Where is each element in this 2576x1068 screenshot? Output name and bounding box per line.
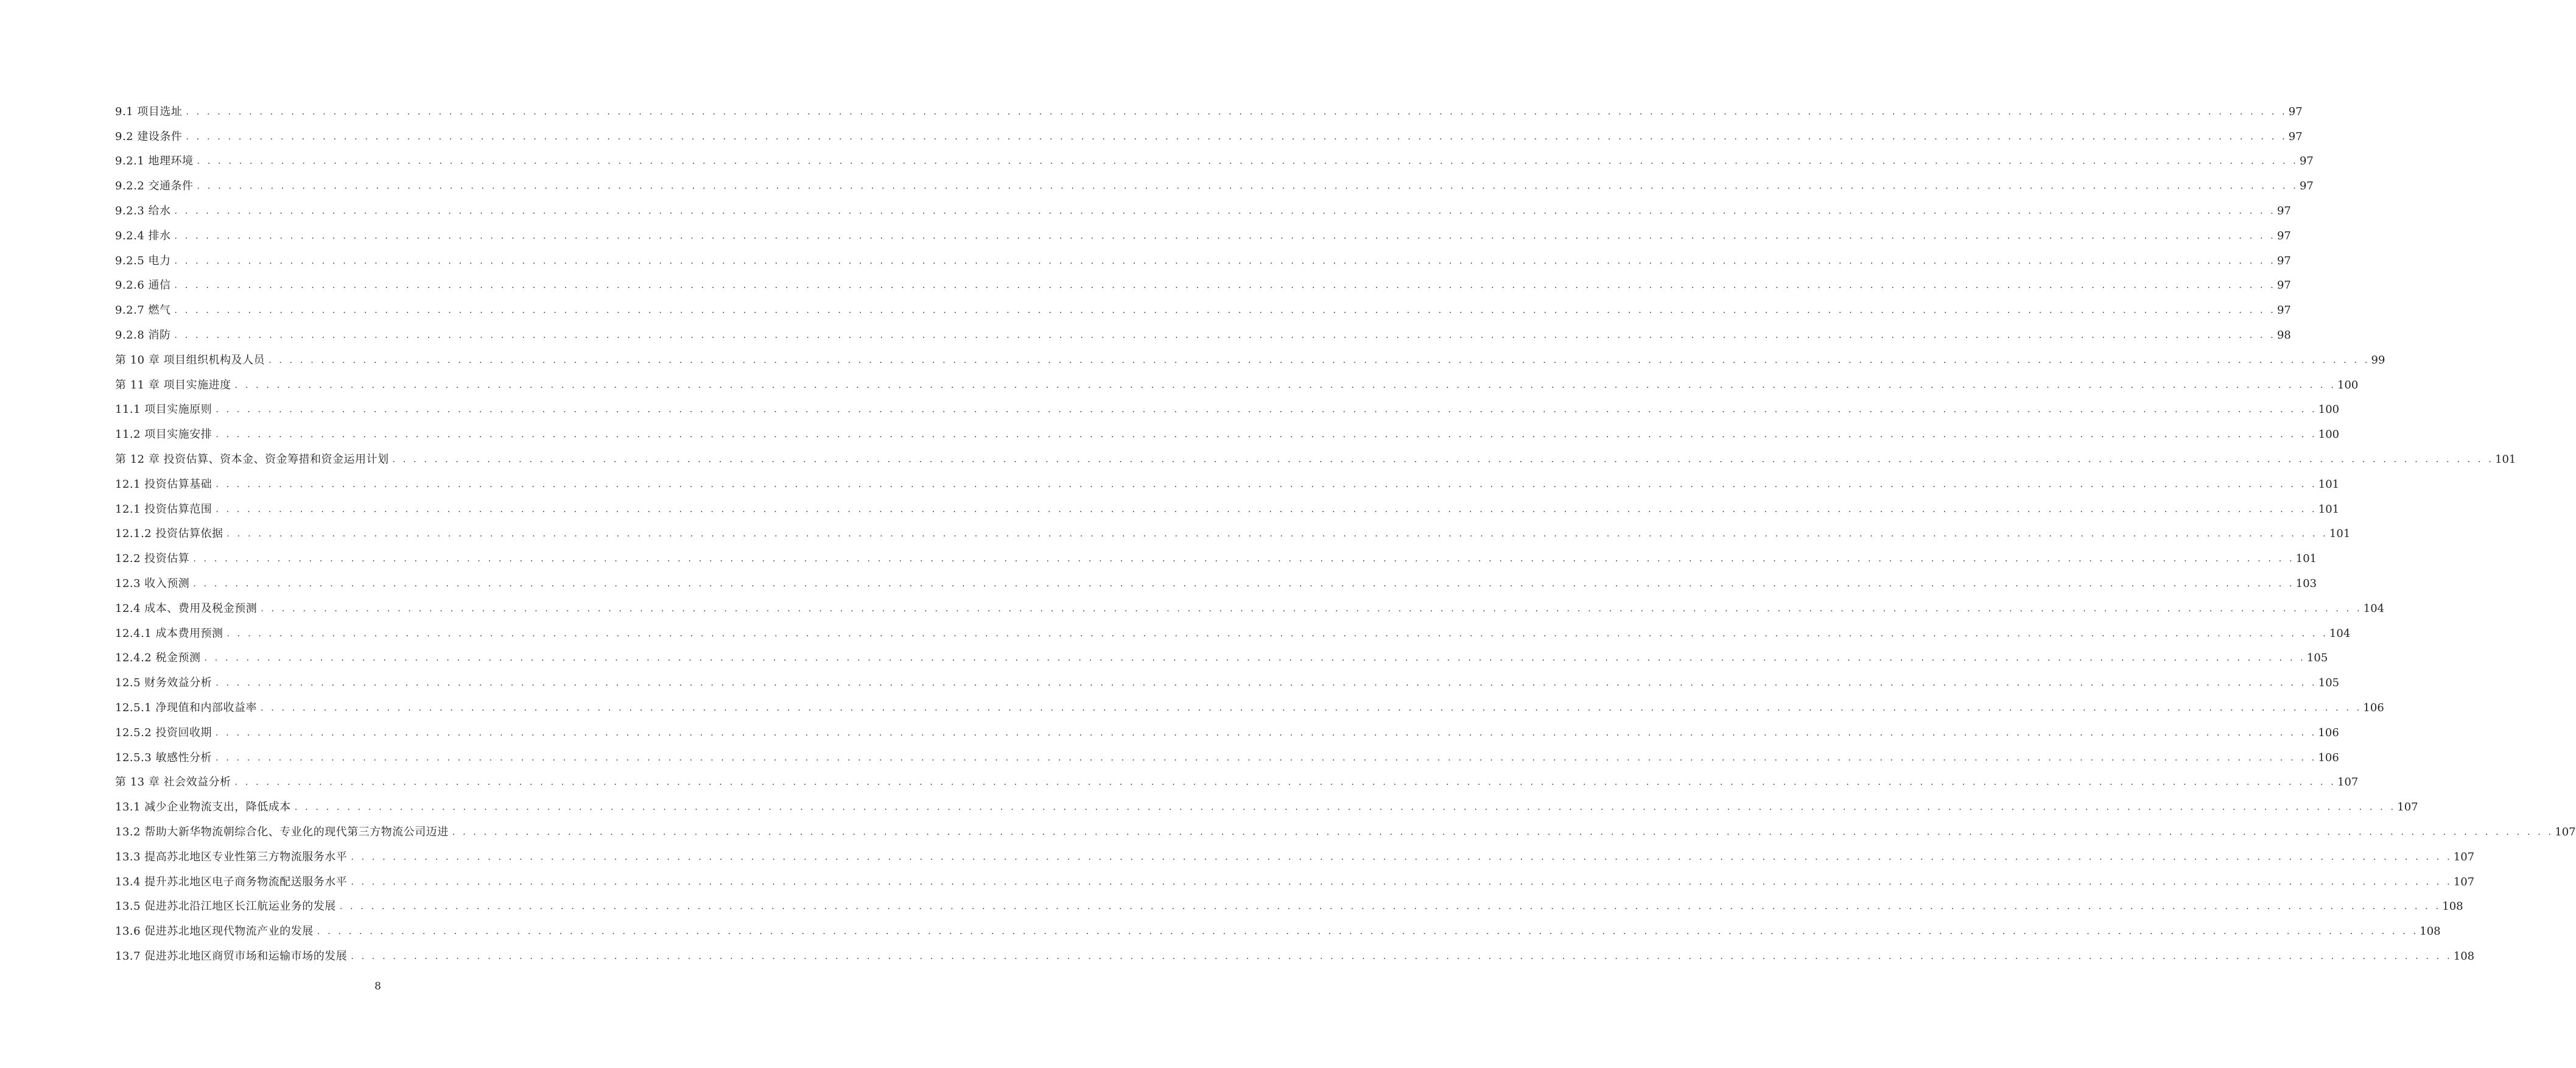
toc-dot-leader: . . . . . . . . . . . . . . . . . . . . . . . . . . . . . . . . . . . . . . . . . . . . . . . . . . . . . . . . . . . . . . . . . . . . . . . . . . . . . . . . . . . . . . . . . . . . . . . . . . . . . . . . . . . . . . . . . . . . . . . . . . . . . . . . . . . . . . . . . . . . . . . . . . . . . . . . . . . . . . . . . . . . . . . . . . . . . . . . . . . . . . . . . . . . . . . . . . . . . . . . bbox=[174, 231, 2276, 241]
toc-entry-title: 13.1 减少企业物流支出，降低成本 bbox=[115, 801, 291, 814]
toc-dot-leader: . . . . . . . . . . . . . . . . . . . . . . . . . . . . . . . . . . . . . . . . . . . . . . . . . . . . . . . . . . . . . . . . . . . . . . . . . . . . . . . . . . . . . . . . . . . . . . . . . . . . . . . . . . . . . . . . . . . . . . . . . . . . . . . . . . . . . . . . . . . . . . . . . . . . . . . . . . . . . . . . . . . . . . . . . . . . . . . . . . . . . . . . . . . . . . . . . . . . . . . . bbox=[317, 927, 2419, 937]
toc-entry-page: 107 bbox=[2337, 776, 2359, 789]
toc-entry-page: 98 bbox=[2276, 328, 2291, 342]
toc-entry[interactable] bbox=[115, 193, 2291, 218]
toc-dot-leader: . . . . . . . . . . . . . . . . . . . . . . . . . . . . . . . . . . . . . . . . . . . . . . . . . . . . . . . . . . . . . . . . . . . . . . . . . . . . . . . . . . . . . . . . . . . . . . . . . . . . . . . . . . . . . . . . . . . . . . . . . . . . . . . . . . . . . . . . . . . . . . . . . . . . . . . . . . . . . . . . . . . . . . . . . . . . . . . . . . . . . . . . . . . . . . . . . . . . . . . . bbox=[260, 703, 2362, 713]
toc-entry-title: 12.2 投资估算 bbox=[115, 552, 190, 566]
toc-dot-leader: . . . . . . . . . . . . . . . . . . . . . . . . . . . . . . . . . . . . . . . . . . . . . . . . . . . . . . . . . . . . . . . . . . . . . . . . . . . . . . . . . . . . . . . . . . . . . . . . . . . . . . . . . . . . . . . . . . . . . . . . . . . . . . . . . . . . . . . . . . . . . . . . . . . . . . . . . . . . . . . . . . . . . . . . . . . . . . . . . . . . . . . . . . . . . . . . . . . . . . . . bbox=[215, 728, 2317, 738]
toc-entry[interactable] bbox=[115, 789, 2418, 814]
toc-entry-page: 100 bbox=[2337, 378, 2359, 392]
toc-entry-title: 13.7 促进苏北地区商贸市场和运输市场的发展 bbox=[115, 949, 348, 963]
toc-entry[interactable] bbox=[115, 740, 2339, 765]
toc-entry-title: 9.2.2 交通条件 bbox=[115, 180, 194, 193]
toc-dot-leader: . . . . . . . . . . . . . . . . . . . . . . . . . . . . . . . . . . . . . . . . . . . . . . . . . . . . . . . . . . . . . . . . . . . . . . . . . . . . . . . . . . . . . . . . . . . . . . . . . . . . . . . . . . . . . . . . . . . . . . . . . . . . . . . . . . . . . . . . . . . . . . . . . . . . . . . . . . . . . . . . . . . . . . . . . . . . . . . . . . . . . . . . . . . . . . . . . . . . . . . . bbox=[294, 803, 2396, 813]
toc-entry[interactable] bbox=[115, 814, 2576, 839]
toc-entry-title: 第 10 章 项目组织机构及人员 bbox=[115, 353, 265, 367]
toc-entry-page: 101 bbox=[2495, 452, 2516, 466]
toc-entry-page: 101 bbox=[2318, 502, 2340, 516]
toc-dot-leader: . . . . . . . . . . . . . . . . . . . . . . . . . . . . . . . . . . . . . . . . . . . . . . . . . . . . . . . . . . . . . . . . . . . . . . . . . . . . . . . . . . . . . . . . . . . . . . . . . . . . . . . . . . . . . . . . . . . . . . . . . . . . . . . . . . . . . . . . . . . . . . . . . . . . . . . . . . . . . . . . . . . . . . . . . . . . . . . . . . . . . . . . . . . . . . . . . . . . . . . . bbox=[234, 380, 2337, 390]
toc-entry-title: 第 13 章 社会效益分析 bbox=[115, 776, 231, 789]
toc-dot-leader: . . . . . . . . . . . . . . . . . . . . . . . . . . . . . . . . . . . . . . . . . . . . . . . . . . . . . . . . . . . . . . . . . . . . . . . . . . . . . . . . . . . . . . . . . . . . . . . . . . . . . . . . . . . . . . . . . . . . . . . . . . . . . . . . . . . . . . . . . . . . . . . . . . . . . . . . . . . . . . . . . . . . . . . . . . . . . . . . . . . . . . . . . . . . . . . . . . . . . . . . bbox=[216, 430, 2317, 440]
toc-dot-leader: . . . . . . . . . . . . . . . . . . . . . . . . . . . . . . . . . . . . . . . . . . . . . . . . . . . . . . . . . . . . . . . . . . . . . . . . . . . . . . . . . . . . . . . . . . . . . . . . . . . . . . . . . . . . . . . . . . . . . . . . . . . . . . . . . . . . . . . . . . . . . . . . . . . . . . . . . . . . . . . . . . . . . . . . . . . . . . . . . . . . . . . . . . . . . . . . . . . . . . . . bbox=[261, 603, 2362, 614]
toc-entry[interactable] bbox=[115, 416, 2340, 441]
toc-entry-page: 104 bbox=[2329, 627, 2351, 640]
toc-entry[interactable] bbox=[115, 641, 2328, 666]
toc-entry[interactable] bbox=[115, 168, 2314, 193]
toc-entry[interactable] bbox=[115, 541, 2317, 566]
toc-dot-leader: . . . . . . . . . . . . . . . . . . . . . . . . . . . . . . . . . . . . . . . . . . . . . . . . . . . . . . . . . . . . . . . . . . . . . . . . . . . . . . . . . . . . . . . . . . . . . . . . . . . . . . . . . . . . . . . . . . . . . . . . . . . . . . . . . . . . . . . . . . . . . . . . . . . . . . . . . . . . . . . . . . . . . . . . . . . . . . . . . . . . . . . . . . . . . . . . . . . . . . . . bbox=[193, 578, 2295, 589]
toc-entry[interactable] bbox=[115, 566, 2317, 591]
toc-dot-leader: . . . . . . . . . . . . . . . . . . . . . . . . . . . . . . . . . . . . . . . . . . . . . . . . . . . . . . . . . . . . . . . . . . . . . . . . . . . . . . . . . . . . . . . . . . . . . . . . . . . . . . . . . . . . . . . . . . . . . . . . . . . . . . . . . . . . . . . . . . . . . . . . . . . . . . . . . . . . . . . . . . . . . . . . . . . . . . . . . . . . . . . . . . . . . . . . . . . . . . . . bbox=[452, 827, 2554, 837]
toc-dot-leader: . . . . . . . . . . . . . . . . . . . . . . . . . . . . . . . . . . . . . . . . . . . . . . . . . . . . . . . . . . . . . . . . . . . . . . . . . . . . . . . . . . . . . . . . . . . . . . . . . . . . . . . . . . . . . . . . . . . . . . . . . . . . . . . . . . . . . . . . . . . . . . . . . . . . . . . . . . . . . . . . . . . . . . . . . . . . . . . . . . . . . . . . . . . . . . . . . . . . . . . . bbox=[351, 951, 2452, 961]
toc-entry-title: 12.4 成本、费用及税金预测 bbox=[115, 602, 258, 615]
toc-entry[interactable] bbox=[115, 218, 2291, 243]
toc-entry-title: 12.5.1 净现值和内部收益率 bbox=[115, 701, 257, 714]
toc-entry-page: 103 bbox=[2295, 577, 2317, 590]
toc-entry[interactable] bbox=[115, 243, 2291, 268]
toc-entry-page: 97 bbox=[2276, 229, 2291, 242]
toc-entry-title: 9.2.3 给水 bbox=[115, 204, 171, 217]
toc-entry[interactable] bbox=[115, 94, 2303, 119]
toc-entry-title: 13.5 促进苏北沿江地区长江航运业务的发展 bbox=[115, 900, 336, 913]
toc-entry-page: 97 bbox=[2276, 254, 2291, 267]
toc-entry-title: 13.6 促进苏北地区现代物流产业的发展 bbox=[115, 925, 314, 938]
toc-dot-leader: . . . . . . . . . . . . . . . . . . . . . . . . . . . . . . . . . . . . . . . . . . . . . . . . . . . . . . . . . . . . . . . . . . . . . . . . . . . . . . . . . . . . . . . . . . . . . . . . . . . . . . . . . . . . . . . . . . . . . . . . . . . . . . . . . . . . . . . . . . . . . . . . . . . . . . . . . . . . . . . . . . . . . . . . . . . . . . . . . . . . . . . . . . . . . . . . . . . . . . . . bbox=[197, 156, 2298, 167]
toc-entry-title: 9.2.4 排水 bbox=[115, 229, 171, 242]
toc-entry[interactable] bbox=[115, 144, 2314, 169]
toc-dot-leader: . . . . . . . . . . . . . . . . . . . . . . . . . . . . . . . . . . . . . . . . . . . . . . . . . . . . . . . . . . . . . . . . . . . . . . . . . . . . . . . . . . . . . . . . . . . . . . . . . . . . . . . . . . . . . . . . . . . . . . . . . . . . . . . . . . . . . . . . . . . . . . . . . . . . . . . . . . . . . . . . . . . . . . . . . . . . . . . . . . . . . . . . . . . . . . . . . . . . . . . . bbox=[216, 479, 2317, 490]
toc-entry[interactable] bbox=[115, 690, 2384, 715]
toc-entry-title: 9.2 建设条件 bbox=[115, 130, 183, 143]
toc-entry-title: 9.2.6 通信 bbox=[115, 279, 171, 292]
toc-dot-leader: . . . . . . . . . . . . . . . . . . . . . . . . . . . . . . . . . . . . . . . . . . . . . . . . . . . . . . . . . . . . . . . . . . . . . . . . . . . . . . . . . . . . . . . . . . . . . . . . . . . . . . . . . . . . . . . . . . . . . . . . . . . . . . . . . . . . . . . . . . . . . . . . . . . . . . . . . . . . . . . . . . . . . . . . . . . . . . . . . . . . . . . . . . . . . . . . . . . . . . . . bbox=[216, 405, 2317, 415]
toc-entry-page: 106 bbox=[2318, 726, 2339, 739]
toc-entry-title: 第 11 章 项目实施进度 bbox=[115, 378, 231, 392]
toc-entry[interactable] bbox=[115, 938, 2475, 963]
toc-dot-leader: . . . . . . . . . . . . . . . . . . . . . . . . . . . . . . . . . . . . . . . . . . . . . . . . . . . . . . . . . . . . . . . . . . . . . . . . . . . . . . . . . . . . . . . . . . . . . . . . . . . . . . . . . . . . . . . . . . . . . . . . . . . . . . . . . . . . . . . . . . . . . . . . . . . . . . . . . . . . . . . . . . . . . . . . . . . . . . . . . . . . . . . . . . . . . . . . . . . . . . . . bbox=[268, 355, 2370, 365]
toc-dot-leader: . . . . . . . . . . . . . . . . . . . . . . . . . . . . . . . . . . . . . . . . . . . . . . . . . . . . . . . . . . . . . . . . . . . . . . . . . . . . . . . . . . . . . . . . . . . . . . . . . . . . . . . . . . . . . . . . . . . . . . . . . . . . . . . . . . . . . . . . . . . . . . . . . . . . . . . . . . . . . . . . . . . . . . . . . . . . . . . . . . . . . . . . . . . . . . . . . . . . . . . . bbox=[174, 281, 2276, 291]
toc-entry[interactable] bbox=[115, 268, 2291, 293]
toc-entry-page: 97 bbox=[2276, 279, 2291, 292]
toc-dot-leader: . . . . . . . . . . . . . . . . . . . . . . . . . . . . . . . . . . . . . . . . . . . . . . . . . . . . . . . . . . . . . . . . . . . . . . . . . . . . . . . . . . . . . . . . . . . . . . . . . . . . . . . . . . . . . . . . . . . . . . . . . . . . . . . . . . . . . . . . . . . . . . . . . . . . . . . . . . . . . . . . . . . . . . . . . . . . . . . . . . . . . . . . . . . . . . . . . . . . . . . . bbox=[197, 181, 2298, 192]
toc-entry-title: 12.4.1 成本费用预测 bbox=[115, 627, 223, 640]
toc-entry-page: 104 bbox=[2363, 602, 2385, 615]
toc-entry-title: 11.1 项目实施原则 bbox=[115, 403, 212, 416]
toc-entry[interactable] bbox=[115, 119, 2303, 144]
toc-entry-page: 101 bbox=[2295, 552, 2317, 566]
toc-entry[interactable] bbox=[115, 342, 2385, 367]
toc-entry-title: 13.3 提高苏北地区专业性第三方物流服务水平 bbox=[115, 850, 348, 863]
toc-entry-page: 107 bbox=[2555, 825, 2576, 838]
toc-dot-leader: . . . . . . . . . . . . . . . . . . . . . . . . . . . . . . . . . . . . . . . . . . . . . . . . . . . . . . . . . . . . . . . . . . . . . . . . . . . . . . . . . . . . . . . . . . . . . . . . . . . . . . . . . . . . . . . . . . . . . . . . . . . . . . . . . . . . . . . . . . . . . . . . . . . . . . . . . . . . . . . . . . . . . . . . . . . . . . . . . . . . . . . . . . . . . . . . . . . . . . . . bbox=[226, 529, 2328, 539]
toc-entry[interactable] bbox=[115, 317, 2291, 342]
toc-entry-title: 9.1 项目选址 bbox=[115, 105, 183, 118]
toc-entry-title: 12.4.2 税金预测 bbox=[115, 652, 201, 665]
toc-entry-page: 105 bbox=[2306, 652, 2328, 665]
toc-entry-title: 9.2.7 燃气 bbox=[115, 304, 171, 317]
page-number: 8 bbox=[374, 980, 381, 992]
toc-entry-page: 100 bbox=[2318, 403, 2340, 416]
toc-entry-page: 105 bbox=[2318, 676, 2340, 690]
toc-entry-page: 106 bbox=[2363, 701, 2384, 714]
toc-entry-page: 97 bbox=[2276, 204, 2291, 217]
toc-entry[interactable] bbox=[115, 466, 2340, 491]
toc-entry-page: 97 bbox=[2288, 105, 2303, 118]
toc-dot-leader: . . . . . . . . . . . . . . . . . . . . . . . . . . . . . . . . . . . . . . . . . . . . . . . . . . . . . . . . . . . . . . . . . . . . . . . . . . . . . . . . . . . . . . . . . . . . . . . . . . . . . . . . . . . . . . . . . . . . . . . . . . . . . . . . . . . . . . . . . . . . . . . . . . . . . . . . . . . . . . . . . . . . . . . . . . . . . . . . . . . . . . . . . . . . . . . . . . . . . . . . bbox=[351, 877, 2452, 887]
toc-entry-title: 9.2.5 电力 bbox=[115, 254, 171, 267]
toc-entry[interactable] bbox=[115, 516, 2351, 541]
toc-entry[interactable] bbox=[115, 616, 2351, 641]
toc-dot-leader: . . . . . . . . . . . . . . . . . . . . . . . . . . . . . . . . . . . . . . . . . . . . . . . . . . . . . . . . . . . . . . . . . . . . . . . . . . . . . . . . . . . . . . . . . . . . . . . . . . . . . . . . . . . . . . . . . . . . . . . . . . . . . . . . . . . . . . . . . . . . . . . . . . . . . . . . . . . . . . . . . . . . . . . . . . . . . . . . . . . . . . . . . . . . . . . . . . . . . . . . bbox=[174, 256, 2276, 266]
toc-entry-title: 第 12 章 投资估算、资本金、资金筹措和资金运用计划 bbox=[115, 452, 389, 466]
toc-entry[interactable] bbox=[115, 665, 2340, 690]
toc-dot-leader: . . . . . . . . . . . . . . . . . . . . . . . . . . . . . . . . . . . . . . . . . . . . . . . . . . . . . . . . . . . . . . . . . . . . . . . . . . . . . . . . . . . . . . . . . . . . . . . . . . . . . . . . . . . . . . . . . . . . . . . . . . . . . . . . . . . . . . . . . . . . . . . . . . . . . . . . . . . . . . . . . . . . . . . . . . . . . . . . . . . . . . . . . . . . . . . . . . . . . . . . bbox=[216, 678, 2317, 689]
toc-entry[interactable] bbox=[115, 491, 2340, 516]
toc-entry-page: 108 bbox=[2442, 900, 2463, 913]
toc-entry[interactable] bbox=[115, 765, 2359, 790]
toc-dot-leader: . . . . . . . . . . . . . . . . . . . . . . . . . . . . . . . . . . . . . . . . . . . . . . . . . . . . . . . . . . . . . . . . . . . . . . . . . . . . . . . . . . . . . . . . . . . . . . . . . . . . . . . . . . . . . . . . . . . . . . . . . . . . . . . . . . . . . . . . . . . . . . . . . . . . . . . . . . . . . . . . . . . . . . . . . . . . . . . . . . . . . . . . . . . . . . . . . . . . . . . . bbox=[234, 778, 2337, 788]
toc-dot-leader: . . . . . . . . . . . . . . . . . . . . . . . . . . . . . . . . . . . . . . . . . . . . . . . . . . . . . . . . . . . . . . . . . . . . . . . . . . . . . . . . . . . . . . . . . . . . . . . . . . . . . . . . . . . . . . . . . . . . . . . . . . . . . . . . . . . . . . . . . . . . . . . . . . . . . . . . . . . . . . . . . . . . . . . . . . . . . . . . . . . . . . . . . . . . . . . . . . . . . . . . bbox=[216, 504, 2317, 515]
toc-dot-leader: . . . . . . . . . . . . . . . . . . . . . . . . . . . . . . . . . . . . . . . . . . . . . . . . . . . . . . . . . . . . . . . . . . . . . . . . . . . . . . . . . . . . . . . . . . . . . . . . . . . . . . . . . . . . . . . . . . . . . . . . . . . . . . . . . . . . . . . . . . . . . . . . . . . . . . . . . . . . . . . . . . . . . . . . . . . . . . . . . . . . . . . . . . . . . . . . . . . . . . . . bbox=[392, 454, 2494, 465]
toc-entry[interactable] bbox=[115, 839, 2475, 864]
toc-entry[interactable] bbox=[115, 913, 2441, 938]
toc-entry-title: 12.5.2 投资回收期 bbox=[115, 726, 212, 739]
toc-entry-page: 108 bbox=[2453, 949, 2475, 963]
toc-dot-leader: . . . . . . . . . . . . . . . . . . . . . . . . . . . . . . . . . . . . . . . . . . . . . . . . . . . . . . . . . . . . . . . . . . . . . . . . . . . . . . . . . . . . . . . . . . . . . . . . . . . . . . . . . . . . . . . . . . . . . . . . . . . . . . . . . . . . . . . . . . . . . . . . . . . . . . . . . . . . . . . . . . . . . . . . . . . . . . . . . . . . . . . . . . . . . . . . . . . . . . . . bbox=[351, 852, 2452, 862]
toc-entry[interactable] bbox=[115, 441, 2516, 466]
toc-entry-page: 97 bbox=[2299, 180, 2314, 193]
toc-entry-page: 101 bbox=[2318, 477, 2340, 491]
toc-entry-page: 100 bbox=[2318, 428, 2340, 441]
toc-entry-page: 107 bbox=[2453, 875, 2475, 888]
toc-entry-page: 107 bbox=[2453, 850, 2475, 863]
toc-entry-page: 108 bbox=[2420, 925, 2441, 938]
toc-entry-page: 101 bbox=[2329, 527, 2351, 541]
toc-entry[interactable] bbox=[115, 715, 2339, 740]
toc-entry-title: 12.5 财务效益分析 bbox=[115, 676, 212, 690]
toc-dot-leader: . . . . . . . . . . . . . . . . . . . . . . . . . . . . . . . . . . . . . . . . . . . . . . . . . . . . . . . . . . . . . . . . . . . . . . . . . . . . . . . . . . . . . . . . . . . . . . . . . . . . . . . . . . . . . . . . . . . . . . . . . . . . . . . . . . . . . . . . . . . . . . . . . . . . . . . . . . . . . . . . . . . . . . . . . . . . . . . . . . . . . . . . . . . . . . . . . . . . . . . . bbox=[226, 628, 2328, 639]
toc-entry-title: 13.4 提升苏北地区电子商务物流配送服务水平 bbox=[115, 875, 348, 888]
toc-entry-title: 13.2 帮助大新华物流朝综合化、专业化的现代第三方物流公司迈进 bbox=[115, 825, 449, 838]
toc-entry-title: 12.3 收入预测 bbox=[115, 577, 190, 590]
toc-dot-leader: . . . . . . . . . . . . . . . . . . . . . . . . . . . . . . . . . . . . . . . . . . . . . . . . . . . . . . . . . . . . . . . . . . . . . . . . . . . . . . . . . . . . . . . . . . . . . . . . . . . . . . . . . . . . . . . . . . . . . . . . . . . . . . . . . . . . . . . . . . . . . . . . . . . . . . . . . . . . . . . . . . . . . . . . . . . . . . . . . . . . . . . . . . . . . . . . . . . . . . . . bbox=[186, 132, 2287, 142]
toc-entry-title: 9.2.1 地理环境 bbox=[115, 155, 194, 168]
toc-dot-leader: . . . . . . . . . . . . . . . . . . . . . . . . . . . . . . . . . . . . . . . . . . . . . . . . . . . . . . . . . . . . . . . . . . . . . . . . . . . . . . . . . . . . . . . . . . . . . . . . . . . . . . . . . . . . . . . . . . . . . . . . . . . . . . . . . . . . . . . . . . . . . . . . . . . . . . . . . . . . . . . . . . . . . . . . . . . . . . . . . . . . . . . . . . . . . . . . . . . . . . . . bbox=[174, 206, 2276, 216]
toc-dot-leader: . . . . . . . . . . . . . . . . . . . . . . . . . . . . . . . . . . . . . . . . . . . . . . . . . . . . . . . . . . . . . . . . . . . . . . . . . . . . . . . . . . . . . . . . . . . . . . . . . . . . . . . . . . . . . . . . . . . . . . . . . . . . . . . . . . . . . . . . . . . . . . . . . . . . . . . . . . . . . . . . . . . . . . . . . . . . . . . . . . . . . . . . . . . . . . . . . . . . . . . . bbox=[174, 330, 2276, 340]
toc-entry-title: 12.5.3 敏感性分析 bbox=[115, 751, 212, 764]
toc-entry-page: 99 bbox=[2371, 353, 2385, 367]
toc-entry-title: 11.2 项目实施安排 bbox=[115, 428, 212, 441]
toc-entry-page: 107 bbox=[2397, 801, 2418, 814]
toc-dot-leader: . . . . . . . . . . . . . . . . . . . . . . . . . . . . . . . . . . . . . . . . . . . . . . . . . . . . . . . . . . . . . . . . . . . . . . . . . . . . . . . . . . . . . . . . . . . . . . . . . . . . . . . . . . . . . . . . . . . . . . . . . . . . . . . . . . . . . . . . . . . . . . . . . . . . . . . . . . . . . . . . . . . . . . . . . . . . . . . . . . . . . . . . . . . . . . . . . . . . . . . . bbox=[174, 306, 2276, 316]
toc-entry[interactable] bbox=[115, 392, 2340, 417]
toc-dot-leader: . . . . . . . . . . . . . . . . . . . . . . . . . . . . . . . . . . . . . . . . . . . . . . . . . . . . . . . . . . . . . . . . . . . . . . . . . . . . . . . . . . . . . . . . . . . . . . . . . . . . . . . . . . . . . . . . . . . . . . . . . . . . . . . . . . . . . . . . . . . . . . . . . . . . . . . . . . . . . . . . . . . . . . . . . . . . . . . . . . . . . . . . . . . . . . . . . . . . . . . . bbox=[186, 107, 2287, 117]
toc-entry-page: 97 bbox=[2299, 155, 2314, 168]
toc-entry-title: 12.1 投资估算范围 bbox=[115, 502, 212, 516]
toc-dot-leader: . . . . . . . . . . . . . . . . . . . . . . . . . . . . . . . . . . . . . . . . . . . . . . . . . . . . . . . . . . . . . . . . . . . . . . . . . . . . . . . . . . . . . . . . . . . . . . . . . . . . . . . . . . . . . . . . . . . . . . . . . . . . . . . . . . . . . . . . . . . . . . . . . . . . . . . . . . . . . . . . . . . . . . . . . . . . . . . . . . . . . . . . . . . . . . . . . . . . . . . . bbox=[204, 653, 2306, 664]
toc-entry-page: 106 bbox=[2318, 751, 2339, 764]
toc-dot-leader: . . . . . . . . . . . . . . . . . . . . . . . . . . . . . . . . . . . . . . . . . . . . . . . . . . . . . . . . . . . . . . . . . . . . . . . . . . . . . . . . . . . . . . . . . . . . . . . . . . . . . . . . . . . . . . . . . . . . . . . . . . . . . . . . . . . . . . . . . . . . . . . . . . . . . . . . . . . . . . . . . . . . . . . . . . . . . . . . . . . . . . . . . . . . . . . . . . . . . . . . bbox=[339, 902, 2441, 912]
toc-entry-page: 97 bbox=[2276, 304, 2291, 317]
toc-entry-title: 12.1.2 投资估算依据 bbox=[115, 527, 223, 541]
table-of-contents bbox=[115, 94, 2576, 963]
toc-entry-title: 9.2.8 消防 bbox=[115, 328, 171, 342]
toc-entry-title: 12.1 投资估算基础 bbox=[115, 477, 212, 491]
toc-dot-leader: . . . . . . . . . . . . . . . . . . . . . . . . . . . . . . . . . . . . . . . . . . . . . . . . . . . . . . . . . . . . . . . . . . . . . . . . . . . . . . . . . . . . . . . . . . . . . . . . . . . . . . . . . . . . . . . . . . . . . . . . . . . . . . . . . . . . . . . . . . . . . . . . . . . . . . . . . . . . . . . . . . . . . . . . . . . . . . . . . . . . . . . . . . . . . . . . . . . . . . . . bbox=[193, 554, 2295, 564]
toc-entry-page: 97 bbox=[2288, 130, 2303, 143]
toc-entry[interactable] bbox=[115, 864, 2475, 889]
toc-entry[interactable] bbox=[115, 591, 2385, 616]
toc-entry[interactable] bbox=[115, 292, 2291, 317]
toc-entry[interactable] bbox=[115, 367, 2359, 392]
toc-dot-leader: . . . . . . . . . . . . . . . . . . . . . . . . . . . . . . . . . . . . . . . . . . . . . . . . . . . . . . . . . . . . . . . . . . . . . . . . . . . . . . . . . . . . . . . . . . . . . . . . . . . . . . . . . . . . . . . . . . . . . . . . . . . . . . . . . . . . . . . . . . . . . . . . . . . . . . . . . . . . . . . . . . . . . . . . . . . . . . . . . . . . . . . . . . . . . . . . . . . . . . . . bbox=[215, 753, 2317, 763]
toc-entry[interactable] bbox=[115, 889, 2463, 914]
